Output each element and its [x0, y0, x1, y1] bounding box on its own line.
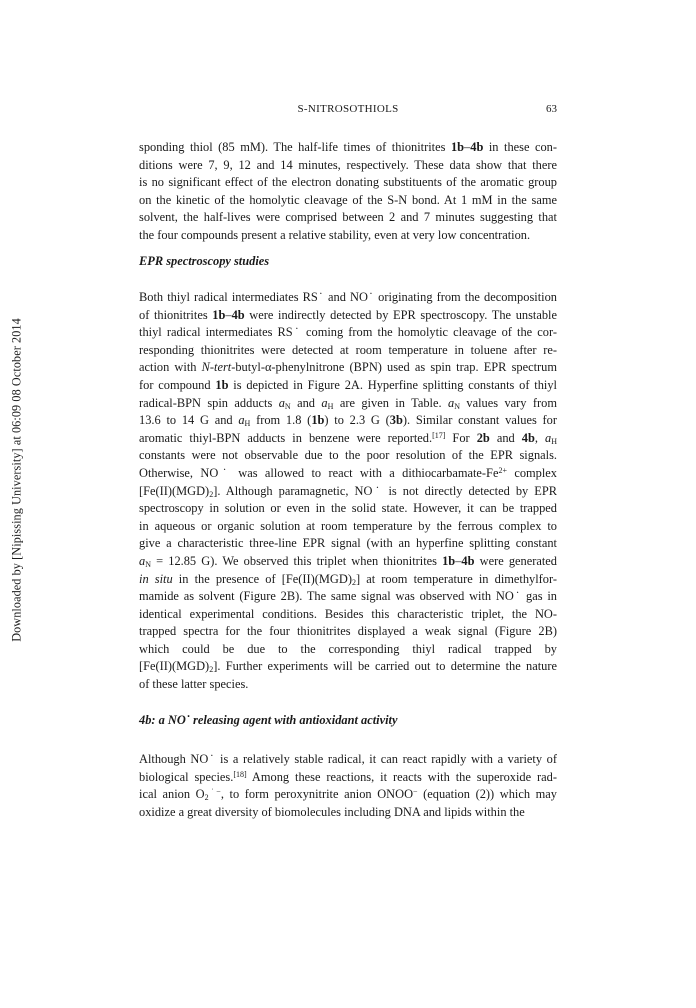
- text-line: thiyl radical intermediates RS˙ coming from the homolytic cleavage of the cor-: [139, 325, 557, 340]
- text-line: of thionitrites 1b–4b were indirectly detected by EPR spectroscopy. The unstable: [139, 307, 557, 322]
- text-line: constants were not observable due to the poor resolution of the EPR signals.: [139, 448, 557, 463]
- text-line: is no significant effect of the electron donating substituents of the aromatic group: [139, 175, 557, 190]
- text-line: $[Fe(II)(MGD)_2]$. Further experiments will be carried out to determine the nature: [139, 659, 557, 675]
- text-line: on the kinetic of the homolytic cleavage of the S-N bond. At 1 mM in the same: [139, 192, 557, 207]
- text-line: aromatic thiyl-BPN adducts in benzene were reported.[17] For 2b and 4b, $a_H$: [139, 430, 557, 446]
- text-line: of these latter species.: [139, 677, 249, 692]
- paragraph-antioxidant: [139, 751, 557, 821]
- text-line: oxidize a great diversity of biomolecules including DNA and lipids within the: [139, 804, 525, 819]
- text-line: Although NO˙ is a relatively stable radical, it can react rapidly with a variety of: [139, 752, 557, 766]
- text-line: 13.6 to 14 G and $a_H$ from 1.8 (1b) to 2.3 G (3b). Similar constant values for: [139, 413, 557, 429]
- text-line: $[Fe(II)(MGD)_2]$. Although paramagnetic, NO˙ is not directly detected by EPR: [139, 483, 557, 499]
- text-line: spectroscopy in solution or even in the solid state. However, it can be trapped: [139, 501, 557, 516]
- text-line: radical-BPN spin adducts $a_N$ and $a_H$ are given in Table. $a_N$ values vary from: [139, 395, 557, 411]
- paragraph-half-life: [139, 139, 557, 245]
- paragraph-epr: [139, 289, 557, 694]
- download-notice: Downloaded by [Nipissing University] at 06:09 08 October 2014: [9, 318, 24, 642]
- section-heading-epr: EPR spectroscopy studies: [139, 254, 270, 268]
- text-line: give a characteristic three-line EPR signal (with an hyperfine splitting constant: [139, 536, 557, 551]
- text-line: in situ in the presence of $[Fe(II)(MGD)_2]$ at room temperature in dimethylfor-: [139, 571, 558, 587]
- text-line: $a_N = 12.85$ G). We observed this triplet when thionitrites 1b–4b were generated: [139, 553, 557, 569]
- text-line: action with N-tert-butyl-α-phenylnitrone (BPN) used as spin trap. EPR spectrum: [139, 360, 557, 375]
- section-heading-antioxidant: 4b: a NO˙ releasing agent with antioxidant activity: [139, 713, 398, 727]
- text-line: for compound 1b is depicted in Figure 2A. Hyperfine splitting constants of thiyl: [139, 377, 557, 392]
- text-line: ical anion $O_2^{˙-}$, to form peroxynitrite anion ONOO− (equation (2)) which may: [139, 787, 557, 803]
- text-line: the four compounds present a relative stability, even at very low concentration.: [139, 227, 531, 242]
- text-line: biological species.[18] Among these reactions, it reacts with the superoxide rad-: [139, 769, 557, 784]
- text-line: Otherwise, NO˙ was allowed to react with a dithiocarbamate-$Fe^{2+}$ complex: [139, 465, 557, 480]
- text-line: mamide as solvent (Figure 2B). The same signal was observed with NO˙ gas in: [139, 589, 557, 604]
- text-line: in aqueous or organic solution at room temperature by the ferrous complex to: [139, 518, 557, 533]
- page-number: 63: [546, 103, 557, 115]
- text-line: identical experimental conditions. Besides this characteristic triplet, the NO-: [139, 606, 557, 621]
- download-watermark: [6, 170, 28, 790]
- text-line: sponding thiol (85 mM). The half-life times of thionitrites 1b–4b in these con-: [139, 140, 557, 154]
- text-line: which could be due to the corresponding thiyl radical trapped by: [139, 641, 557, 656]
- text-line: Both thiyl radical intermediates RS˙ and NO˙ originating from the decomposition: [139, 290, 557, 304]
- text-line: solvent, the half-lives were comprised between 2 and 7 minutes suggesting that: [139, 210, 557, 225]
- running-title: S-NITROSOTHIOLS: [297, 103, 399, 115]
- text-line: ditions were 7, 9, 12 and 14 minutes, respectively. These data show that there: [139, 157, 557, 172]
- text-line: trapped spectra for the four thionitrites displayed a weak signal (Figure 2B): [139, 624, 557, 639]
- text-line: responding thionitrites were detected at room temperature in toluene after re-: [139, 342, 557, 357]
